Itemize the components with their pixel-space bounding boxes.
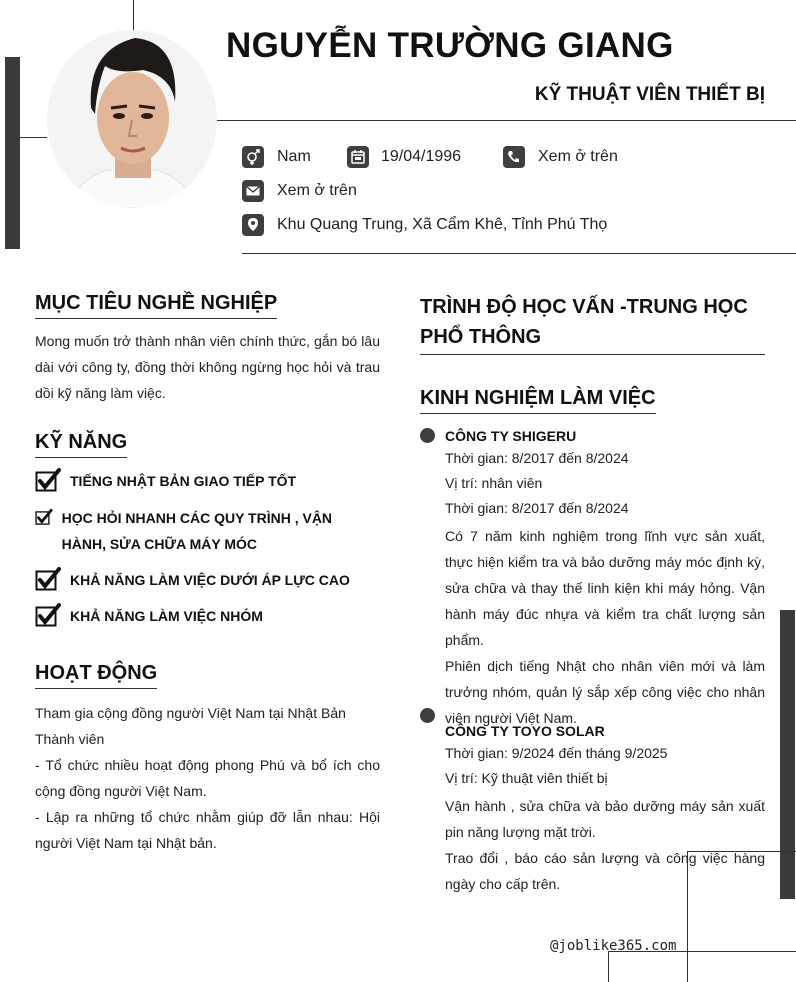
skill-item xyxy=(35,603,380,629)
job-entry xyxy=(445,721,765,897)
gender-value: Nam xyxy=(277,148,311,165)
job-detail: Vị trí: nhân viên xyxy=(445,475,543,491)
checkbox-checked-icon xyxy=(35,603,61,627)
corner-frame-2 xyxy=(608,951,796,982)
watermark: @joblike365.com xyxy=(550,938,677,954)
timeline-bullet xyxy=(420,708,435,723)
education-section xyxy=(420,292,765,355)
job-description: Trao đổi , báo cáo sản lượng và công việc hàng ngày cho cấp trên. xyxy=(445,850,765,892)
skill-label: KHẢ NĂNG LÀM VIỆC DƯỚI ÁP LỰC CAO xyxy=(70,572,350,588)
job-detail: Vị trí: Kỹ thuật viên thiết bị xyxy=(445,770,608,786)
job-detail: Thời gian: 8/2017 đến 8/2024 xyxy=(445,500,629,516)
activity-line: - Tổ chức nhiều hoạt động phong Phú và bổ ích cho cộng đồng người Việt Nam. xyxy=(35,757,380,799)
objective-title: MỤC TIÊU NGHỀ NGHIỆP xyxy=(35,292,277,319)
phone-value: Xem ở trên xyxy=(538,148,618,165)
email-value: Xem ở trên xyxy=(277,182,357,199)
activities-title: HOẠT ĐỘNG xyxy=(35,662,157,689)
phone-icon xyxy=(503,146,525,168)
location-icon xyxy=(242,214,264,236)
avatar xyxy=(47,30,217,208)
experience-section xyxy=(420,387,765,414)
experience-title: KINH NGHIỆM LÀM VIỆC xyxy=(420,387,656,414)
address-value: Khu Quang Trung, Xã Cẩm Khê, Tỉnh Phú Thọ xyxy=(277,216,608,233)
left-accent-bar xyxy=(5,57,20,249)
objective-section xyxy=(35,292,380,406)
birthday-value: 19/04/1996 xyxy=(381,148,462,165)
activities-section xyxy=(35,662,380,856)
checkbox-checked-icon xyxy=(35,468,61,492)
timeline-bullet xyxy=(420,428,435,443)
job-company: CÔNG TY SHIGERU xyxy=(445,428,577,444)
job-description: Vận hành , sửa chữa và bảo dưỡng máy sản xuất pin năng lượng mặt trời. xyxy=(445,798,765,840)
job-description: Có 7 năm kinh nghiệm trong lĩnh vực sản xuất, thực hiện kiểm tra và bảo dưỡng máy móc định kỳ, sửa chữa và thay thế linh kiện khi máy hỏng. Vận hành máy đúc nhựa và kiểm tra chất lượng sản phẩm. xyxy=(445,528,765,648)
avatar-portrait xyxy=(47,30,217,208)
candidate-name: NGUYỄN TRƯỜNG GIANG xyxy=(226,26,674,65)
candidate-role: KỸ THUẬT VIÊN THIẾT BỊ xyxy=(534,84,765,105)
job-detail: Thời gian: 9/2024 đến tháng 9/2025 xyxy=(445,745,668,761)
activity-line: - Lập ra những tổ chức nhằm giúp đỡ lẫn nhau: Hội người Việt Nam tại Nhật bản. xyxy=(35,809,380,851)
skill-item xyxy=(35,505,380,557)
job-company: CÔNG TY TOYO SOLAR xyxy=(445,723,605,739)
skill-label: KHẢ NĂNG LÀM VIỆC NHÓM xyxy=(70,608,263,624)
activity-line: Tham gia cộng đồng người Việt Nam tại Nhật Bản xyxy=(35,705,346,721)
job-detail: Thời gian: 8/2017 đến 8/2024 xyxy=(445,450,629,466)
checkbox-checked-icon xyxy=(35,567,61,591)
gender-icon xyxy=(242,146,264,168)
objective-text: Mong muốn trở thành nhân viên chính thức, gắn bó lâu dài với công ty, đồng thời không ngừng học hỏi và trau dồi kỹ năng làm việc. xyxy=(35,333,380,401)
skills-title: KỸ NĂNG xyxy=(35,431,127,458)
job-description: Phiên dịch tiếng Nhật cho nhân viên mới và làm trưởng nhóm, quản lý sắp xếp công việc cho nhân viên người Việt Nam. xyxy=(445,658,765,726)
skills-section xyxy=(35,431,380,458)
email-icon xyxy=(242,180,264,202)
skill-label: HỌC HỎI NHANH CÁC QUY TRÌNH , VẬN HÀNH, SỬA CHỮA MÁY MÓC xyxy=(61,510,333,552)
job-entry xyxy=(445,426,765,731)
skill-item xyxy=(35,468,380,494)
education-title: TRÌNH ĐỘ HỌC VẤN -TRUNG HỌC PHỔ THÔNG xyxy=(420,292,765,355)
left-tick-line xyxy=(20,137,47,138)
contact-divider xyxy=(242,253,796,254)
activity-line: Thành viên xyxy=(35,731,105,747)
header-divider xyxy=(216,120,796,121)
calendar-icon xyxy=(347,146,369,168)
skill-label: TIẾNG NHẬT BẢN GIAO TIẾP TỐT xyxy=(70,473,297,489)
skill-item xyxy=(35,567,380,593)
checkbox-checked-icon xyxy=(35,505,53,529)
